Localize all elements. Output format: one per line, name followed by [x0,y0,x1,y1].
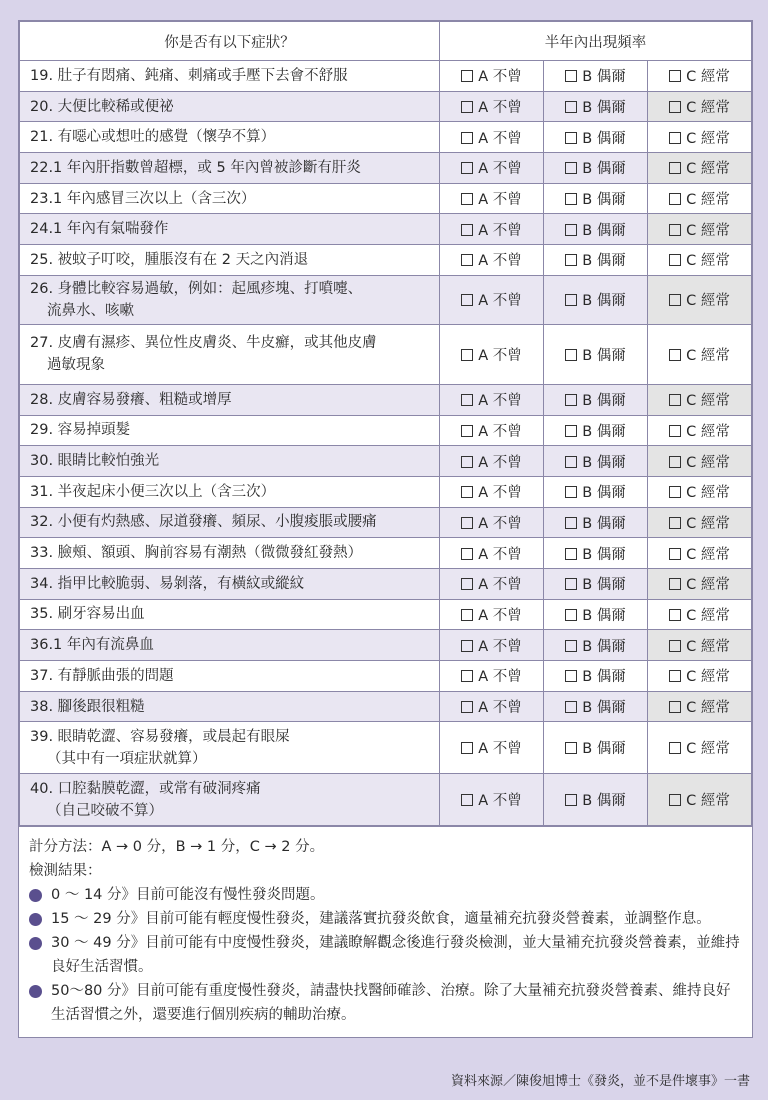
checkbox-icon[interactable] [669,425,681,437]
question-text [20,153,440,184]
option-b-sometimes[interactable] [544,183,648,214]
checkbox-icon[interactable] [461,224,473,236]
option-c-often[interactable] [648,446,752,477]
checkbox-icon[interactable] [461,742,473,754]
checkbox-icon[interactable] [565,517,577,529]
checkbox-icon[interactable] [565,193,577,205]
bullet-icon [29,985,42,998]
option-a-never[interactable] [440,568,544,599]
question-text [20,324,440,384]
table-row [20,275,752,324]
option-label: B 偶爾 [582,741,626,758]
checkbox-icon[interactable] [669,578,681,590]
option-label: A 不曾 [478,577,522,594]
option-label: C 經常 [686,192,730,209]
question-text [20,275,440,324]
option-label: A 不曾 [478,130,522,147]
option-label: A 不曾 [478,222,522,239]
question-line-continued: （自己咬破不算） [47,802,163,819]
result-item [29,883,742,907]
option-label: A 不曾 [478,741,522,758]
option-label: C 經常 [686,700,730,717]
question-line: 21. 有噁心或想吐的感覺（懷孕不算） [30,129,276,146]
source-credit: 資料來源／陳俊旭博士《發炎，並不是件壞事》一書 [450,1074,750,1089]
question-line: 19. 肚子有悶痛、鈍痛、刺痛或手壓下去會不舒服 [30,67,348,84]
option-label: C 經常 [686,161,730,178]
option-c-often[interactable] [648,384,752,415]
option-label: C 經常 [686,669,730,686]
table-row [20,415,752,446]
question-line: 23.1 年內感冒三次以上（含三次） [30,190,256,207]
option-b-sometimes[interactable] [544,61,648,92]
table-row [20,599,752,630]
option-c-often[interactable] [648,91,752,122]
option-a-never[interactable] [440,507,544,538]
question-text [20,507,440,538]
question-text [20,214,440,245]
checkbox-icon[interactable] [461,349,473,361]
option-c-often[interactable] [648,538,752,569]
checkbox-icon[interactable] [669,742,681,754]
option-label: A 不曾 [478,100,522,117]
question-text [20,599,440,630]
option-label: B 偶爾 [582,161,626,178]
checkbox-icon[interactable] [669,640,681,652]
option-c-often[interactable] [648,324,752,384]
option-label: B 偶爾 [582,515,626,532]
option-c-often[interactable] [648,722,752,774]
option-label: B 偶爾 [582,192,626,209]
result-text: 15 ～ 29 分》目前可能有輕度慢性發炎，建議落實抗發炎飲食，適量補充抗發炎營養素，並調整作息。 [51,911,711,928]
option-a-never[interactable] [440,245,544,276]
result-text: 0 ～ 14 分》目前可能沒有慢性發炎問題。 [51,887,325,904]
option-label: A 不曾 [478,454,522,471]
checkbox-icon[interactable] [461,578,473,590]
option-a-never[interactable] [440,538,544,569]
checkbox-icon[interactable] [461,548,473,560]
scoring-method: 計分方法：A → 0 分，B → 1 分，C → 2 分。 [29,839,325,856]
option-a-never[interactable] [440,214,544,245]
option-a-never[interactable] [440,122,544,153]
table-row [20,214,752,245]
table-row [20,722,752,774]
option-label: B 偶爾 [582,793,626,810]
checkbox-icon[interactable] [565,701,577,713]
option-c-often[interactable] [648,476,752,507]
question-line: 22.1 年內肝指數曾超標，或 5 年內曾被診斷有肝炎 [30,159,361,176]
result-text: 30 ～ 49 分》目前可能有中度慢性發炎，建議瞭解觀念後進行發炎檢測，並大量補充抗發炎營養素，並維持良好生活習慣。 [51,935,740,976]
option-a-never[interactable] [440,661,544,692]
question-text [20,415,440,446]
option-b-sometimes[interactable] [544,630,648,661]
option-label: A 不曾 [478,423,522,440]
checkbox-icon[interactable] [565,609,577,621]
option-c-often[interactable] [648,691,752,722]
option-label: A 不曾 [478,393,522,410]
checkbox-icon[interactable] [669,70,681,82]
table-row [20,324,752,384]
option-label: A 不曾 [478,515,522,532]
checkbox-icon[interactable] [565,132,577,144]
question-line: 34. 指甲比較脆弱、易剝落，有橫紋或縱紋 [30,575,305,592]
option-label: B 偶爾 [582,293,626,310]
table-row [20,507,752,538]
question-line: 26. 身體比較容易過敏，例如：起風疹塊、打噴嚏、 [30,280,363,297]
option-label: A 不曾 [478,700,522,717]
checkbox-icon[interactable] [461,640,473,652]
question-line-continued: 流鼻水、咳嗽 [47,302,134,319]
checkbox-icon[interactable] [565,456,577,468]
table-header [20,22,752,61]
question-text [20,61,440,92]
question-text [20,91,440,122]
result-label: 檢測結果： [29,863,102,880]
question-text [20,476,440,507]
checkbox-icon[interactable] [565,162,577,174]
question-text [20,568,440,599]
option-label: B 偶爾 [582,669,626,686]
checkbox-icon[interactable] [669,609,681,621]
question-line: 40. 口腔黏膜乾澀，或常有破洞疼痛 [30,780,261,797]
option-label: A 不曾 [478,293,522,310]
checkbox-icon[interactable] [565,742,577,754]
table-row [20,245,752,276]
option-label: B 偶爾 [582,253,626,270]
option-label: A 不曾 [478,347,522,364]
checkbox-icon[interactable] [669,517,681,529]
option-a-never[interactable] [440,599,544,630]
question-line: 32. 小便有灼熱感、尿道發癢、頻尿、小腹痠脹或腰痛 [30,514,377,531]
checkbox-icon[interactable] [461,254,473,266]
question-text [20,183,440,214]
option-b-sometimes[interactable] [544,275,648,324]
checkbox-icon[interactable] [669,456,681,468]
option-label: C 經常 [686,100,730,117]
question-line: 25. 被蚊子叮咬，腫脹沒有在 2 天之內消退 [30,251,309,268]
frequency-column-header: 半年內出現頻率 [440,22,752,61]
question-line: 39. 眼睛乾澀、容易發癢，或晨起有眼屎 [30,728,290,745]
table-row [20,61,752,92]
checkbox-icon[interactable] [565,294,577,306]
checkbox-icon[interactable] [669,193,681,205]
symptom-table [19,21,752,826]
option-c-often[interactable] [648,183,752,214]
checkbox-icon[interactable] [565,578,577,590]
option-c-often[interactable] [648,599,752,630]
option-label: A 不曾 [478,607,522,624]
option-label: C 經常 [686,347,730,364]
result-text: 50～80 分》目前可能有重度慢性發炎，請盡快找醫師確診、治療。除了大量補充抗發炎營養素、維持良好生活習慣之外，還要進行個別疾病的輔助治療。 [51,983,731,1024]
option-b-sometimes[interactable] [544,538,648,569]
checkbox-icon[interactable] [461,394,473,406]
checkbox-icon[interactable] [669,254,681,266]
option-label: C 經常 [686,393,730,410]
option-a-never[interactable] [440,691,544,722]
question-text [20,661,440,692]
checkbox-icon[interactable] [461,517,473,529]
option-a-never[interactable] [440,384,544,415]
question-line-continued: 過敏現象 [47,357,105,374]
option-b-sometimes[interactable] [544,507,648,538]
question-line: 30. 眼睛比較怕強光 [30,453,160,470]
option-label: C 經常 [686,515,730,532]
question-text [20,691,440,722]
option-label: C 經常 [686,741,730,758]
option-c-often[interactable] [648,245,752,276]
table-row [20,446,752,477]
question-text [20,446,440,477]
option-b-sometimes[interactable] [544,415,648,446]
option-label: C 經常 [686,485,730,502]
option-a-never[interactable] [440,415,544,446]
option-c-often[interactable] [648,415,752,446]
question-line: 24.1 年內有氣喘發作 [30,221,169,238]
checkbox-icon[interactable] [565,349,577,361]
option-label: A 不曾 [478,546,522,563]
checkbox-icon[interactable] [669,394,681,406]
option-c-often[interactable] [648,122,752,153]
option-label: C 經常 [686,546,730,563]
option-label: B 偶爾 [582,454,626,471]
result-item [29,931,742,979]
question-text [20,384,440,415]
checkbox-icon[interactable] [669,294,681,306]
table-row [20,122,752,153]
option-a-never[interactable] [440,324,544,384]
question-line: 29. 容易掉頭髮 [30,422,131,439]
option-label: A 不曾 [478,192,522,209]
option-a-never[interactable] [440,91,544,122]
option-label: C 經常 [686,607,730,624]
table-row [20,183,752,214]
option-label: A 不曾 [478,485,522,502]
checkbox-icon[interactable] [461,486,473,498]
option-b-sometimes[interactable] [544,722,648,774]
checkbox-icon[interactable] [461,609,473,621]
option-c-often[interactable] [648,774,752,826]
option-a-never[interactable] [440,446,544,477]
table-row [20,91,752,122]
option-label: B 偶爾 [582,607,626,624]
checkbox-icon[interactable] [565,640,577,652]
option-label: C 經常 [686,423,730,440]
option-label: B 偶爾 [582,577,626,594]
checkbox-icon[interactable] [669,548,681,560]
option-b-sometimes[interactable] [544,568,648,599]
checkbox-icon[interactable] [461,162,473,174]
option-label: A 不曾 [478,69,522,86]
question-line: 28. 皮膚容易發癢、粗糙或增厚 [30,391,232,408]
checkbox-icon[interactable] [461,70,473,82]
checkbox-icon[interactable] [461,132,473,144]
option-c-often[interactable] [648,507,752,538]
option-label: B 偶爾 [582,423,626,440]
table-row [20,568,752,599]
option-b-sometimes[interactable] [544,774,648,826]
question-line-continued: （其中有一項症狀就算） [47,750,207,767]
checkbox-icon[interactable] [669,162,681,174]
option-b-sometimes[interactable] [544,476,648,507]
checkbox-icon[interactable] [461,425,473,437]
checkbox-icon[interactable] [461,670,473,682]
option-c-often[interactable] [648,214,752,245]
checkbox-icon[interactable] [461,294,473,306]
question-line: 33. 臉頰、額頭、胸前容易有潮熱（微微發紅發熱） [30,545,363,562]
option-label: A 不曾 [478,253,522,270]
option-c-often[interactable] [648,275,752,324]
option-a-never[interactable] [440,183,544,214]
option-c-often[interactable] [648,661,752,692]
option-b-sometimes[interactable] [544,245,648,276]
checkbox-icon[interactable] [565,254,577,266]
bullet-icon [29,913,42,926]
option-c-often[interactable] [648,61,752,92]
option-b-sometimes[interactable] [544,122,648,153]
question-column-header: 你是否有以下症狀？ [20,22,440,61]
table-row [20,153,752,184]
question-text [20,538,440,569]
option-c-often[interactable] [648,153,752,184]
option-b-sometimes[interactable] [544,153,648,184]
scoring-legend [19,826,752,1037]
question-line: 20. 大便比較稀或便祕 [30,98,174,115]
question-text [20,245,440,276]
option-a-never[interactable] [440,774,544,826]
option-label: B 偶爾 [582,347,626,364]
option-label: C 經常 [686,577,730,594]
table-row [20,661,752,692]
questionnaire-sheet [18,20,753,1038]
option-label: C 經常 [686,253,730,270]
checkbox-icon[interactable] [565,394,577,406]
option-label: B 偶爾 [582,100,626,117]
option-label: A 不曾 [478,638,522,655]
option-c-often[interactable] [648,568,752,599]
checkbox-icon[interactable] [565,486,577,498]
checkbox-icon[interactable] [461,456,473,468]
question-line: 27. 皮膚有濕疹、異位性皮膚炎、牛皮癬，或其他皮膚 [30,335,377,352]
option-b-sometimes[interactable] [544,384,648,415]
checkbox-icon[interactable] [565,548,577,560]
checkbox-icon[interactable] [461,794,473,806]
table-row [20,384,752,415]
option-label: A 不曾 [478,793,522,810]
checkbox-icon[interactable] [565,425,577,437]
checkbox-icon[interactable] [669,101,681,113]
option-a-never[interactable] [440,476,544,507]
option-label: B 偶爾 [582,69,626,86]
checkbox-icon[interactable] [565,794,577,806]
question-line: 38. 腳後跟很粗糙 [30,698,145,715]
table-row [20,630,752,661]
table-row [20,691,752,722]
table-row [20,538,752,569]
checkbox-icon[interactable] [669,132,681,144]
option-a-never[interactable] [440,722,544,774]
option-b-sometimes[interactable] [544,91,648,122]
table-row [20,476,752,507]
checkbox-icon[interactable] [461,101,473,113]
result-item [29,979,742,1027]
question-line: 36.1 年內有流鼻血 [30,637,154,654]
option-label: A 不曾 [478,669,522,686]
option-label: B 偶爾 [582,638,626,655]
checkbox-icon[interactable] [669,224,681,236]
question-line: 31. 半夜起床小便三次以上（含三次） [30,483,276,500]
option-a-never[interactable] [440,275,544,324]
option-a-never[interactable] [440,153,544,184]
checkbox-icon[interactable] [669,349,681,361]
option-label: B 偶爾 [582,393,626,410]
checkbox-icon[interactable] [669,670,681,682]
option-label: C 經常 [686,293,730,310]
checkbox-icon[interactable] [461,701,473,713]
checkbox-icon[interactable] [461,193,473,205]
checkbox-icon[interactable] [565,224,577,236]
option-label: C 經常 [686,454,730,471]
option-label: B 偶爾 [582,485,626,502]
option-label: B 偶爾 [582,546,626,563]
option-label: C 經常 [686,130,730,147]
option-a-never[interactable] [440,630,544,661]
question-text [20,630,440,661]
option-label: C 經常 [686,69,730,86]
bullet-icon [29,889,42,902]
question-line: 37. 有靜脈曲張的問題 [30,667,174,684]
option-b-sometimes[interactable] [544,599,648,630]
checkbox-icon[interactable] [669,486,681,498]
option-label: C 經常 [686,793,730,810]
checkbox-icon[interactable] [565,670,577,682]
question-text [20,122,440,153]
option-label: B 偶爾 [582,222,626,239]
option-b-sometimes[interactable] [544,661,648,692]
option-label: C 經常 [686,638,730,655]
table-row [20,774,752,826]
option-a-never[interactable] [440,61,544,92]
checkbox-icon[interactable] [565,101,577,113]
option-b-sometimes[interactable] [544,214,648,245]
question-text [20,774,440,826]
option-b-sometimes[interactable] [544,324,648,384]
option-label: C 經常 [686,222,730,239]
checkbox-icon[interactable] [565,70,577,82]
question-text [20,722,440,774]
bullet-icon [29,937,42,950]
option-label: B 偶爾 [582,130,626,147]
option-label: B 偶爾 [582,700,626,717]
option-b-sometimes[interactable] [544,691,648,722]
option-c-often[interactable] [648,630,752,661]
checkbox-icon[interactable] [669,701,681,713]
result-item [29,907,742,931]
option-b-sometimes[interactable] [544,446,648,477]
option-label: A 不曾 [478,161,522,178]
question-line: 35. 刷牙容易出血 [30,606,145,623]
checkbox-icon[interactable] [669,794,681,806]
